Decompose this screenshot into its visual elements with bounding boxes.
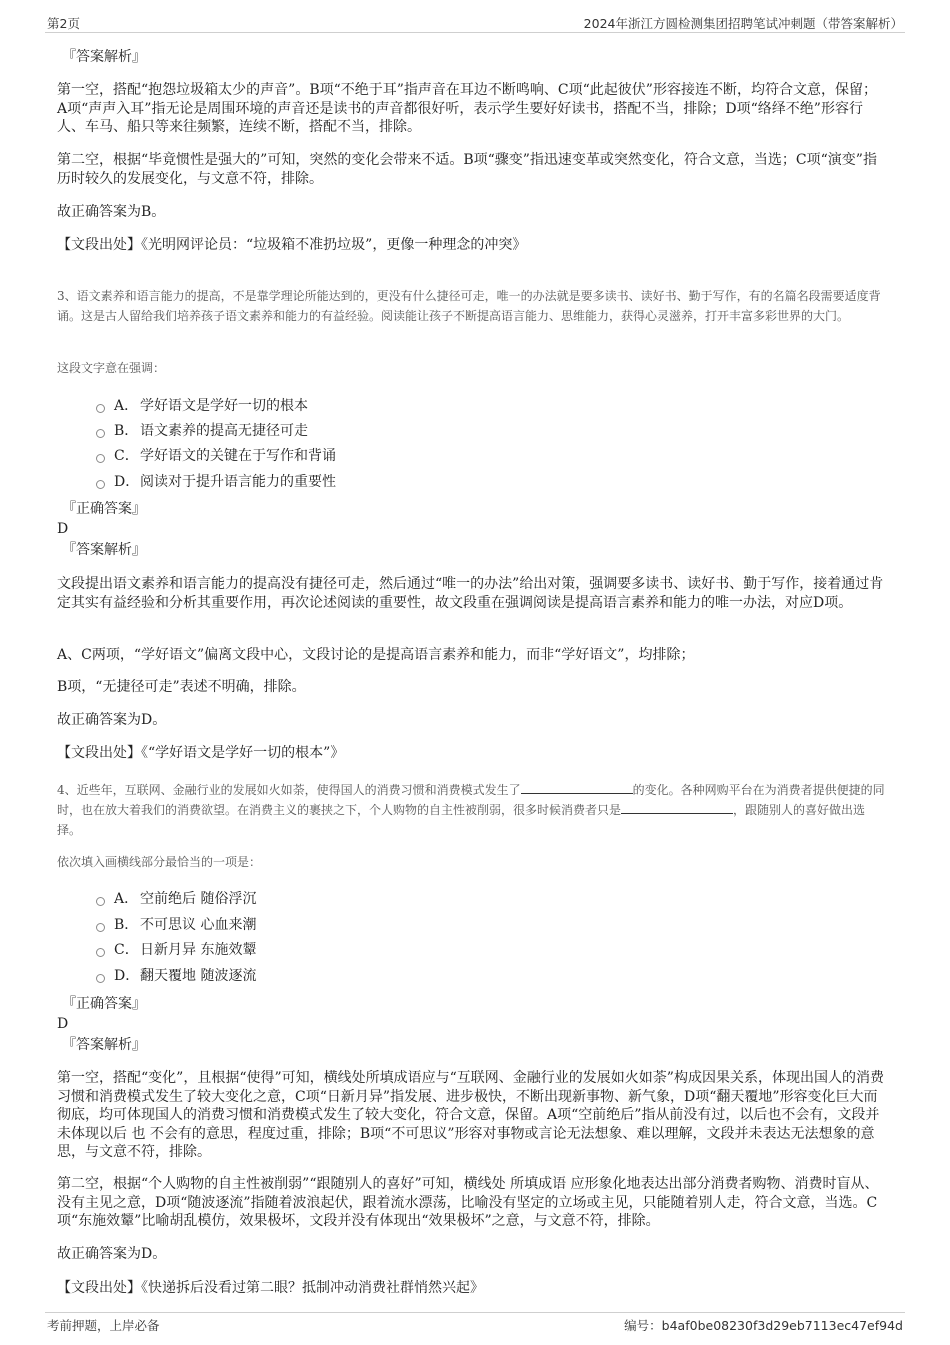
- option-text: 不可思议 心血来潮: [140, 917, 257, 933]
- radio-icon[interactable]: [96, 404, 105, 413]
- correct-answer: D: [57, 1016, 69, 1032]
- fill-blank: [521, 781, 633, 794]
- option-letter: C．: [114, 942, 139, 958]
- source-citation: 【文段出处】《快递拆后没看过第二眼？抵制冲动消费社群悄然兴起》: [57, 1280, 484, 1296]
- radio-icon[interactable]: [96, 948, 105, 957]
- option-d[interactable]: [96, 472, 336, 492]
- option-a[interactable]: [96, 396, 308, 416]
- answer-conclusion: 故正确答案为B。: [57, 204, 166, 220]
- fill-blank: [621, 801, 733, 814]
- answer-conclusion: 故正确答案为D。: [57, 1246, 167, 1262]
- radio-icon[interactable]: [96, 974, 105, 983]
- option-letter: A．: [114, 398, 139, 414]
- question-prompt: 依次填入画横线部分最恰当的一项是：: [57, 855, 262, 869]
- question-stem: [57, 780, 887, 840]
- question-prompt: 这段文字意在强调：: [57, 361, 166, 375]
- page-header: [45, 12, 905, 33]
- radio-icon[interactable]: [96, 923, 105, 932]
- option-text: 翻天覆地 随波逐流: [140, 968, 257, 984]
- option-a[interactable]: [96, 889, 256, 909]
- option-text: 空前绝后 随俗浮沉: [140, 891, 257, 907]
- option-letter: D．: [114, 968, 140, 984]
- answer-conclusion: 故正确答案为D。: [57, 712, 167, 728]
- option-b[interactable]: [96, 421, 308, 441]
- analysis-paragraph: 第二空，根据“个人购物的自主性被削弱”“跟随别人的喜好”可知，横线处 所填成语 应形象化地表达出部分消费者购物、消费时盲从、没有主见之意，D项“随波逐流”指随着波浪起伏，跟着流水漂荡，比喻没有坚定的立场或主见，只能随着别人走，符合文意，当选。C项“东施效颦”比喻胡乱模仿，效果极坏，文段并没有体现出“效果极坏”之意，与文意不符，排除。: [57, 1176, 879, 1229]
- analysis-label: 『答案解析』: [62, 1037, 146, 1053]
- analysis-paragraph: B项，“无捷径可走”表述不明确，排除。: [57, 679, 306, 695]
- option-d[interactable]: [96, 966, 256, 986]
- option-b[interactable]: [96, 915, 256, 935]
- correct-answer-label: 『正确答案』: [62, 996, 146, 1012]
- option-text: 学好语文是学好一切的根本: [140, 398, 308, 414]
- option-letter: B．: [114, 917, 139, 933]
- document-code: 编号：b4af0be08230f3d29eb7113ec47ef94d: [624, 1318, 903, 1333]
- radio-icon[interactable]: [96, 454, 105, 463]
- option-letter: B．: [114, 423, 139, 439]
- stem-part: 的变化。各种网购平台在为消费者提供便捷的同时，也在放大着我们的消费欲望。在消费主义的裹挟之下，个人购物的自主性被削弱，很多时候消费者只是: [57, 783, 885, 817]
- analysis-paragraph: 第二空，根据“毕竟惯性是强大的”可知，突然的变化会带来不适。B项“骤变”指迅速变革或突然变化，符合文意，当选；C项“演变”指历时较久的发展变化，与文意不符，排除。: [57, 152, 877, 187]
- radio-icon[interactable]: [96, 897, 105, 906]
- source-citation: 【文段出处】《光明网评论员：“垃圾箱不准扔垃圾”，更像一种理念的冲突》: [57, 237, 527, 253]
- analysis-paragraph: 文段提出语文素养和语言能力的提高没有捷径可走，然后通过“唯一的办法”给出对策，强调要多读书、读好书、勤于写作，接着通过肯定其实有益经验和分析其重要作用，再次论述阅读的重要性，故文段重在强调阅读是提高语言素养和能力的唯一办法，对应D项。: [57, 576, 884, 611]
- option-text: 日新月异 东施效颦: [140, 942, 257, 958]
- stem-part: ，跟随别人的喜好做出选择。: [57, 803, 866, 837]
- footer-slogan: 考前押题，上岸必备: [47, 1318, 160, 1333]
- option-text: 学好语文的关键在于写作和背诵: [140, 448, 336, 464]
- radio-icon[interactable]: [96, 429, 105, 438]
- option-text: 阅读对于提升语言能力的重要性: [140, 474, 336, 490]
- option-letter: A．: [114, 891, 139, 907]
- analysis-paragraph: A、C两项，“学好语文”偏离文段中心，文段讨论的是提高语言素养和能力，而非“学好语文”，均排除；: [57, 647, 695, 663]
- analysis-label: 『答案解析』: [62, 49, 146, 65]
- option-letter: D．: [114, 474, 140, 490]
- page-footer: [45, 1312, 905, 1335]
- source-citation: 【文段出处】《“学好语文是学好一切的根本”》: [57, 745, 345, 761]
- option-letter: C．: [114, 448, 139, 464]
- page-number: 第2页: [47, 16, 80, 31]
- analysis-label: 『答案解析』: [62, 542, 146, 558]
- correct-answer-label: 『正确答案』: [62, 501, 146, 517]
- option-c[interactable]: [96, 446, 336, 466]
- analysis-paragraph: 第一空，搭配“抱怨垃圾箱太少的声音”。B项“不绝于耳”指声音在耳边不断鸣响、C项“此起彼伏”形容接连不断，均符合文意，保留；A项“声声入耳”指无论是周围环境的声音还是读书的声音都很好听，表示学生要好好读书，搭配不当，排除；D项“络绎不绝”形容行人、车马、船只等来往频繁，连续不断，搭配不当，排除。: [57, 82, 877, 135]
- stem-part: 4、近些年，互联网、金融行业的发展如火如荼，使得国人的消费习惯和消费模式发生了: [57, 783, 521, 797]
- option-c[interactable]: [96, 940, 256, 960]
- correct-answer: D: [57, 521, 69, 537]
- radio-icon[interactable]: [96, 480, 105, 489]
- option-text: 语文素养的提高无捷径可走: [140, 423, 308, 439]
- question-stem: 3、语文素养和语言能力的提高，不是靠学理论所能达到的，更没有什么捷径可走，唯一的办法就是要多读书、读好书、勤于写作，有的名篇名段需要适度背诵。这是古人留给我们培养孩子语文素养和能力的有益经验。阅读能让孩子不断提高语言能力、思维能力，获得心灵滋养，打开丰富多彩世界的大门。: [57, 289, 881, 323]
- analysis-paragraph: 第一空，搭配“变化”，且根据“使得”可知，横线处所填成语应与“互联网、金融行业的发展如火如荼”构成因果关系，体现出国人的消费习惯和消费模式发生了较大变化之意，C项“日新月异”指发展、进步极快，不断出现新事物、新气象，D项“翻天覆地”形容变化巨大而彻底，均可体现国人的消费习惯和消费模式发生了较大变化，符合文意，保留。A项“空前绝后”指从前没有过，以后也不会有，文段并未体现以后 也 不会有的意思，程度过重，排除；B项“不可思议”形容对事物或言论无法想象、难以理解，文段并未表达无法想象的意思，与文意不符，排除。: [57, 1070, 884, 1160]
- document-title: 2024年浙江方圆检测集团招聘笔试冲刺题（带答案解析）: [583, 16, 903, 31]
